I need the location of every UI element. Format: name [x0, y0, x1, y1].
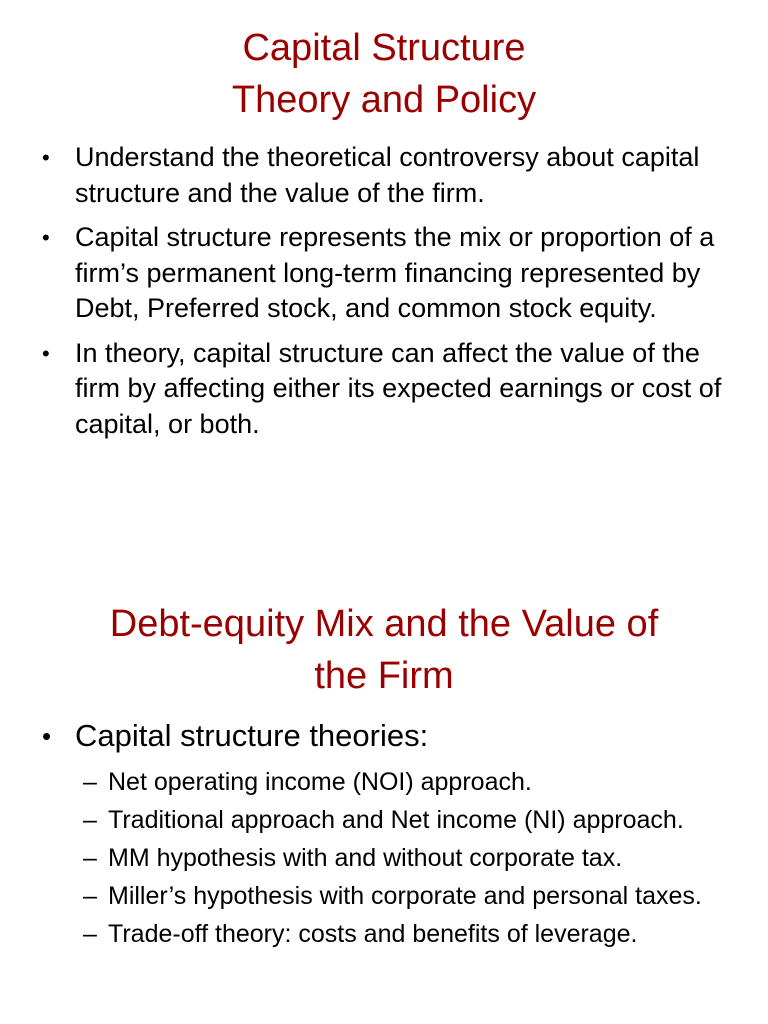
sub-bullet-text: Traditional approach and Net income (NI) approach. — [108, 806, 684, 834]
bullet-list — [0, 140, 768, 451]
bullet-text: Capital structure represents the mix or proportion of a firm’s permanent long-term financing represented by Debt, Preferred stock, and common stock equity. — [75, 222, 715, 323]
bullet-item — [0, 336, 768, 443]
title-line: Debt-equity Mix and the Value of — [109, 603, 659, 645]
sub-bullet-text: Net operating income (NOI) approach. — [108, 768, 532, 796]
title-line: the Firm — [314, 655, 454, 697]
sub-bullet-item — [0, 842, 768, 875]
sub-bullet-text: Trade-off theory: costs and benefits of leverage. — [108, 920, 638, 948]
sub-bullet-item — [0, 918, 768, 951]
dash-marker: – — [83, 806, 97, 834]
bullet-item — [0, 716, 768, 756]
sub-bullet-item — [0, 804, 768, 837]
bullet-text: In theory, capital structure can affect the value of the firm by affecting either its expected earnings or cost of capital, or both. — [75, 337, 722, 439]
bullet-list — [0, 716, 768, 760]
bullet-text: Understand the theoretical controversy about capital structure and the value of the firm. — [75, 142, 700, 208]
bullet-item — [0, 220, 768, 327]
bullet-marker: • — [42, 145, 50, 170]
sub-bullet-list — [0, 766, 768, 956]
sub-bullet-text: MM hypothesis with and without corporate tax. — [108, 844, 623, 872]
slide-debt-equity-mix — [0, 540, 768, 1024]
bullet-text: Capital structure theories: — [75, 718, 429, 753]
title-line: Capital Structure — [242, 27, 526, 69]
bullet-marker: • — [42, 340, 50, 366]
bullet-marker: • — [42, 721, 52, 751]
title-line: Theory and Policy — [231, 79, 537, 121]
sub-bullet-item — [0, 880, 768, 913]
slide-title — [0, 598, 768, 702]
bullet-marker: • — [42, 225, 50, 250]
dash-marker: – — [83, 882, 97, 910]
sub-bullet-item — [0, 766, 768, 799]
dash-marker: – — [83, 844, 97, 872]
slide-title — [0, 22, 768, 126]
dash-marker: – — [83, 920, 97, 948]
sub-bullet-text: Miller’s hypothesis with corporate and personal taxes. — [108, 882, 702, 910]
bullet-item — [0, 140, 768, 211]
dash-marker: – — [83, 768, 97, 796]
